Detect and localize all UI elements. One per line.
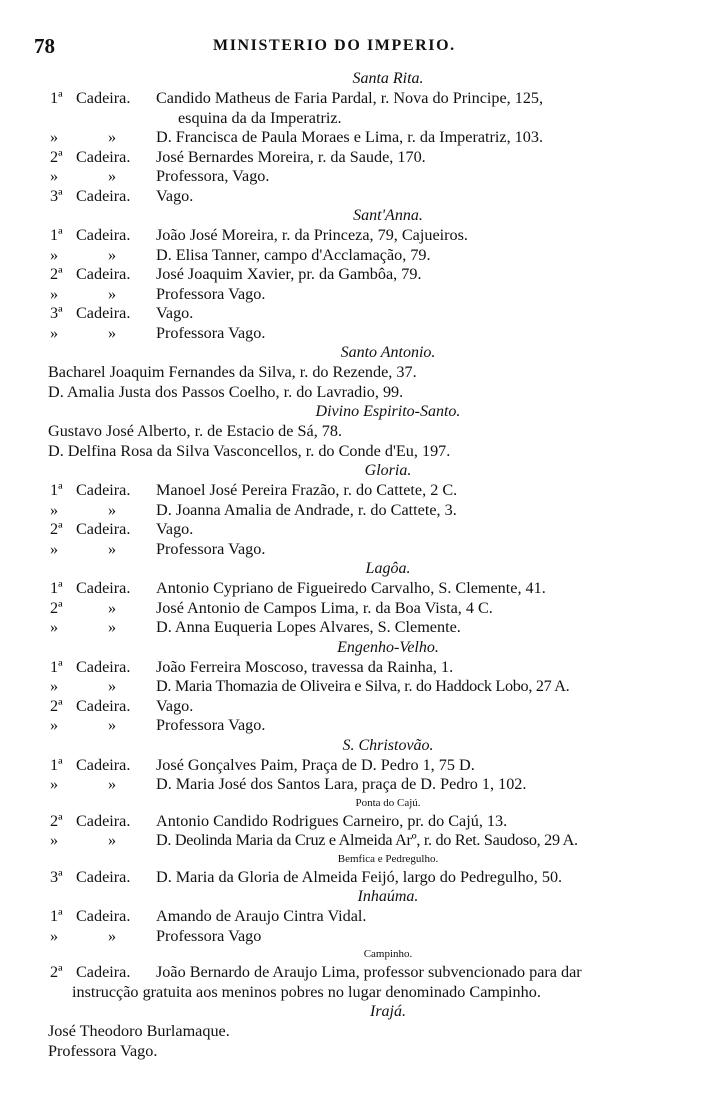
ordinal: 1ª: [50, 89, 63, 107]
entry-text: instrucção gratuita aos meninos pobres no lugar denominado Campinho.: [72, 982, 541, 1001]
list-item: [48, 304, 688, 324]
seat-label: Cadeira.: [76, 265, 131, 283]
seat-label: »: [108, 598, 117, 617]
section-heading: S. Christovão.: [342, 736, 434, 754]
entry-text: D. Francisca de Paula Moraes e Lima, r. da Imperatriz, 103.: [156, 128, 544, 146]
ordinal: »: [50, 323, 59, 342]
parish-section: [48, 887, 688, 946]
section-heading: Ponta do Cajú.: [355, 796, 421, 809]
entry-text: D. Deolinda Maria da Cruz e Almeida Arº, r. do Ret. Saudoso, 29 A.: [156, 831, 578, 849]
entry-text: D. Anna Euqueria Lopes Alvares, S. Clemente.: [156, 618, 461, 636]
list-item: [48, 831, 688, 851]
ordinal: 1ª: [50, 657, 63, 676]
entry-text: Professora Vago.: [156, 539, 266, 558]
ordinal: 2ª: [50, 147, 63, 166]
list-item: [48, 89, 688, 109]
ordinal: 3ª: [50, 304, 63, 322]
ordinal: »: [50, 167, 59, 185]
list-item: [48, 775, 688, 795]
ordinal: »: [50, 245, 59, 264]
section-heading: Inhaúma.: [357, 888, 419, 905]
parish-section: [48, 946, 688, 1002]
list-item: [48, 187, 688, 207]
seat-label: Cadeira.: [76, 304, 131, 322]
list-item: [48, 618, 688, 638]
section-heading: Gloria.: [364, 462, 412, 479]
ordinal: 1ª: [50, 226, 63, 244]
entry-text: D. Maria José dos Santos Lara, praça de D. Pedro 1, 102.: [156, 775, 527, 793]
entry-text: José Antonio de Campos Lima, r. da Boa Vista, 4 C.: [156, 598, 493, 617]
ordinal: »: [50, 500, 59, 519]
list-item: [48, 658, 688, 678]
entry-text: Antonio Candido Rodrigues Carneiro, pr. do Cajú, 13.: [156, 811, 508, 830]
parish-section: [48, 559, 688, 638]
list-item: [48, 128, 688, 148]
seat-label: »: [108, 539, 117, 558]
list-item: [48, 1022, 688, 1042]
entry-text: Professora Vago.: [156, 323, 266, 342]
list-item: [48, 422, 688, 442]
seat-label: »: [108, 323, 117, 342]
ordinal: »: [50, 677, 59, 695]
ordinal: 2ª: [50, 696, 63, 715]
list-item: [48, 383, 688, 403]
section-heading: Santo Antonio.: [340, 344, 436, 361]
entry-text: D. Joanna Amalia de Andrade, r. do Cattete, 3.: [156, 500, 457, 519]
entry-text: João Ferreira Moscoso, travessa da Rainha, 1.: [156, 657, 454, 676]
ordinal: 3ª: [50, 186, 63, 205]
list-item: [48, 167, 688, 187]
ordinal: »: [50, 716, 59, 734]
ordinal: »: [50, 618, 59, 636]
entry-text: Vago.: [156, 696, 194, 715]
entry-text: Bacharel Joaquim Fernandes da Silva, r. do Rezende, 37.: [48, 363, 417, 381]
entry-text: Vago.: [156, 186, 194, 205]
ordinal: »: [50, 284, 59, 303]
seat-label: Cadeira.: [76, 867, 131, 886]
seat-label: »: [108, 775, 117, 793]
entry-text: Antonio Cypriano de Figueiredo Carvalho, S. Clemente, 41.: [156, 579, 546, 597]
section-heading: Bemfica e Pedregulho.: [337, 852, 439, 865]
seat-label: Cadeira.: [76, 907, 131, 925]
list-item: [48, 599, 688, 619]
section-heading: Engenho-Velho.: [337, 638, 439, 656]
seat-label: »: [108, 167, 117, 185]
entry-text: Gustavo José Alberto, r. de Estacio de Sá, 78.: [48, 422, 343, 440]
seat-label: Cadeira.: [76, 696, 131, 715]
list-item: [48, 907, 688, 927]
seat-label: Cadeira.: [76, 657, 131, 676]
section-heading: Santa Rita.: [352, 70, 424, 87]
seat-label: »: [108, 716, 117, 734]
list-item: [48, 324, 688, 344]
list-item: [48, 716, 688, 736]
parish-section: [48, 795, 688, 851]
entry-text: D. Maria da Gloria de Almeida Feijó, largo do Pedregulho, 50.: [156, 867, 563, 886]
seat-label: Cadeira.: [76, 89, 131, 107]
seat-label: Cadeira.: [76, 186, 131, 205]
seat-label: »: [108, 926, 117, 945]
ordinal: »: [50, 831, 59, 849]
list-item: [48, 363, 688, 383]
parish-section: [48, 736, 688, 795]
entry-text: José Gonçalves Paim, Praça de D. Pedro 1, 75 D.: [156, 755, 475, 774]
entry-text: Amando de Araujo Cintra Vidal.: [156, 907, 367, 925]
list-item: [48, 983, 688, 1003]
parish-section: [48, 461, 688, 559]
parish-section: [48, 69, 688, 206]
list-item: [48, 1042, 688, 1062]
seat-label: Cadeira.: [76, 147, 131, 166]
ordinal: 2ª: [50, 520, 63, 538]
entry-text: D. Elisa Tanner, campo d'Acclamação, 79.: [156, 245, 431, 264]
seat-label: Cadeira.: [76, 755, 131, 774]
list-item: [48, 540, 688, 560]
seat-label: »: [108, 284, 117, 303]
ordinal: »: [50, 128, 59, 146]
seat-label: Cadeira.: [76, 226, 131, 244]
list-item: [48, 579, 688, 599]
parish-section: [48, 851, 688, 888]
seat-label: »: [108, 128, 117, 146]
entry-text: Professora, Vago.: [156, 167, 270, 185]
list-item: [48, 265, 688, 285]
list-item: [48, 442, 688, 462]
document-body: [48, 69, 688, 1061]
entry-text: Vago.: [156, 520, 194, 538]
section-heading: Lagôa.: [365, 560, 411, 577]
seat-label: »: [108, 618, 117, 636]
list-item: [48, 285, 688, 305]
parish-section: [48, 343, 688, 402]
entry-text: João Bernardo de Araujo Lima, professor subvencionado para dar: [156, 963, 582, 981]
ordinal: 2ª: [50, 811, 63, 830]
parish-section: [48, 1002, 688, 1061]
seat-label: Cadeira.: [76, 811, 131, 830]
entry-text: D. Maria Thomazia de Oliveira e Silva, r. do Haddock Lobo, 27 A.: [156, 677, 570, 695]
page-number: 78: [34, 34, 55, 58]
ordinal: »: [50, 539, 59, 558]
seat-label: »: [108, 831, 117, 849]
entry-text: Manoel José Pereira Frazão, r. do Cattete, 2 C.: [156, 481, 458, 499]
ordinal: 2ª: [50, 598, 63, 617]
section-heading: Campinho.: [363, 948, 413, 960]
ordinal: 3ª: [50, 867, 63, 886]
seat-label: »: [108, 677, 117, 695]
ordinal: 2ª: [50, 963, 63, 981]
entry-text: Professora Vago: [156, 926, 262, 945]
section-heading: Sant'Anna.: [353, 207, 423, 224]
list-item: [48, 868, 688, 888]
entry-text: Candido Matheus de Faria Pardal, r. Nova do Principe, 125,: [156, 89, 544, 107]
seat-label: Cadeira.: [76, 579, 131, 597]
list-item: [48, 963, 688, 983]
list-item: [48, 812, 688, 832]
entry-text: Vago.: [156, 304, 194, 322]
seat-label: »: [108, 245, 117, 264]
entry-text: esquina da da Imperatriz.: [178, 108, 342, 127]
list-item: [48, 481, 688, 501]
ordinal: 1ª: [50, 755, 63, 774]
ordinal: 1ª: [50, 907, 63, 925]
list-item: [48, 697, 688, 717]
entry-text: Professora Vago.: [48, 1041, 158, 1060]
ordinal: 1ª: [50, 579, 63, 597]
entry-text: José Theodoro Burlamaque.: [48, 1022, 230, 1040]
ordinal: »: [50, 926, 59, 945]
parish-section: [48, 402, 688, 461]
ordinal: 1ª: [50, 481, 63, 499]
seat-label: Cadeira.: [76, 481, 131, 499]
entry-text: Professora Vago.: [156, 284, 266, 303]
entry-text: Professora Vago.: [156, 716, 266, 734]
list-item: [48, 501, 688, 521]
ordinal: »: [50, 775, 59, 793]
entry-text: João José Moreira, r. da Princeza, 79, Cajueiros.: [156, 226, 468, 244]
list-item: [48, 520, 688, 540]
parish-section: [48, 206, 688, 343]
entry-text: D. Delfina Rosa da Silva Vasconcellos, r. do Conde d'Eu, 197.: [48, 441, 451, 460]
ordinal: 2ª: [50, 265, 63, 283]
list-item: [48, 109, 688, 129]
entry-text: D. Amalia Justa dos Passos Coelho, r. do Lavradio, 99.: [48, 382, 404, 401]
parish-section: [48, 638, 688, 736]
list-item: [48, 756, 688, 776]
section-heading: Irajá.: [370, 1003, 406, 1020]
section-heading: Divino Espirito-Santo.: [315, 403, 461, 420]
list-item: [48, 226, 688, 246]
list-item: [48, 148, 688, 168]
page-header: [0, 34, 725, 58]
seat-label: »: [108, 500, 117, 519]
list-item: [48, 246, 688, 266]
seat-label: Cadeira.: [76, 520, 131, 538]
seat-label: Cadeira.: [76, 963, 131, 981]
list-item: [48, 677, 688, 697]
entry-text: José Joaquim Xavier, pr. da Gambôa, 79.: [156, 265, 422, 283]
list-item: [48, 927, 688, 947]
running-title: MINISTERIO DO IMPERIO.: [213, 37, 456, 54]
entry-text: José Bernardes Moreira, r. da Saude, 170.: [156, 147, 426, 166]
